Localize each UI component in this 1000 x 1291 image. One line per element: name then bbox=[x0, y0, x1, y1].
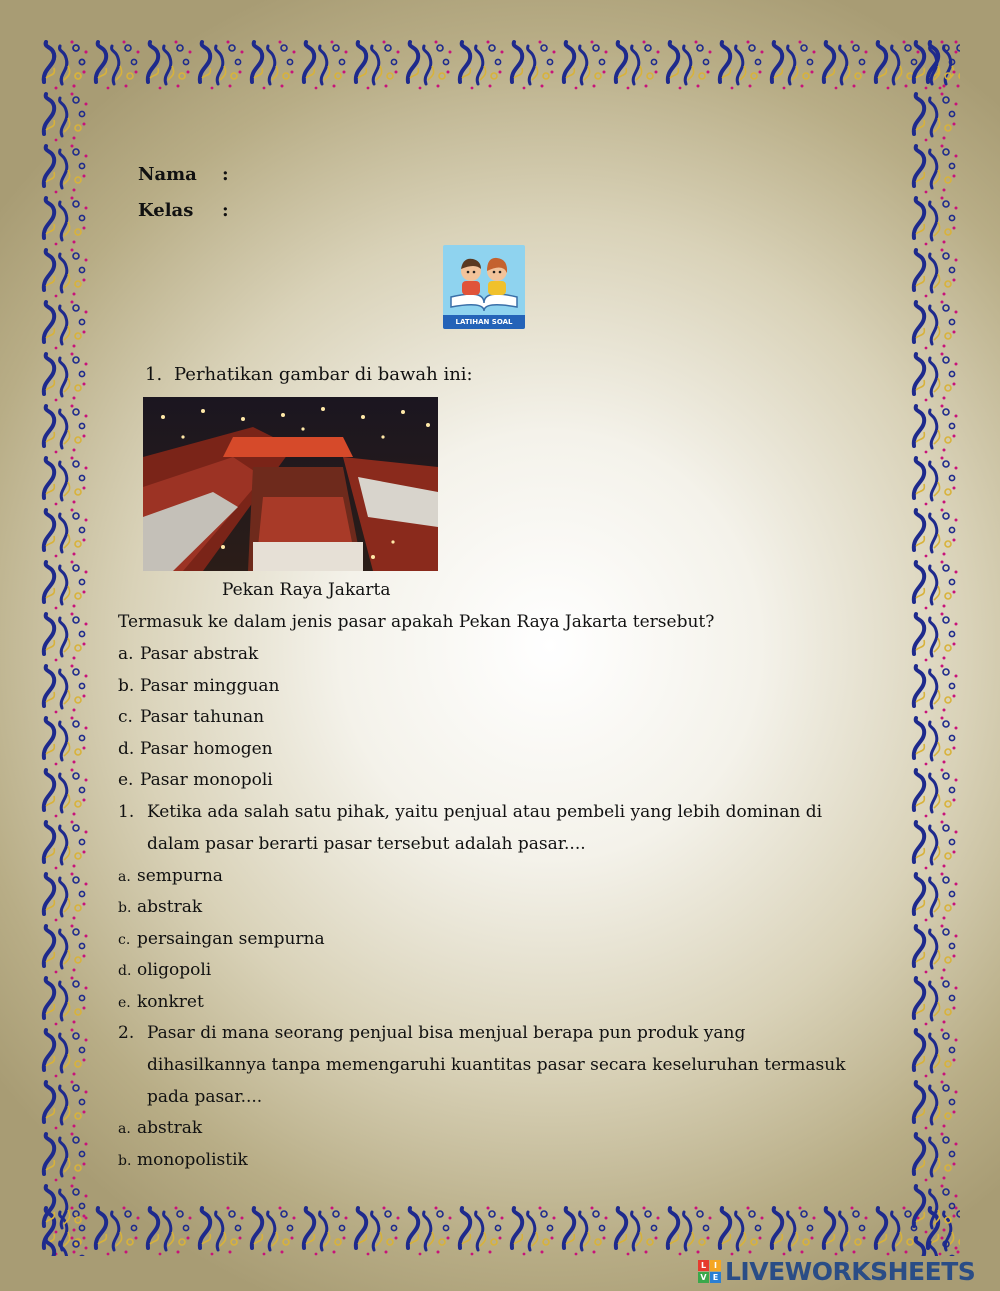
q1-option-e[interactable]: e. Pasar monopoli bbox=[118, 770, 273, 790]
liveworksheets-mark-icon: L I V E bbox=[698, 1260, 721, 1283]
kids-reading-icon bbox=[443, 245, 525, 315]
name-colon: : bbox=[222, 164, 229, 185]
q1-option-b[interactable]: b. Pasar mingguan bbox=[118, 676, 280, 696]
class-label: Kelas bbox=[138, 200, 194, 221]
q3-line-1: 2. Pasar di mana seorang penjual bisa menjual berapa pun produk yang bbox=[118, 1023, 746, 1043]
q3-option-a[interactable]: a. abstrak bbox=[118, 1118, 203, 1138]
liveworksheets-logo[interactable] bbox=[698, 1257, 975, 1285]
q2-option-c[interactable]: c. persaingan sempurna bbox=[118, 929, 325, 949]
q1-prompt-text: Perhatikan gambar di bawah ini: bbox=[174, 364, 473, 385]
q2-line-2: dalam pasar berarti pasar tersebut adalah pasar.... bbox=[147, 834, 586, 854]
name-field-row bbox=[138, 164, 229, 185]
photo-caption: Pekan Raya Jakarta bbox=[222, 580, 391, 600]
q2-option-e[interactable]: e. konkret bbox=[118, 992, 204, 1012]
q2-line-1: 1. Ketika ada salah satu pihak, yaitu penjual atau pembeli yang lebih dominan di bbox=[118, 802, 823, 822]
q2-option-d[interactable]: d. oligopoli bbox=[118, 960, 212, 980]
q3-option-b[interactable]: b. monopolistik bbox=[118, 1150, 248, 1170]
class-field-row bbox=[138, 200, 229, 221]
q3-line-2: dihasilkannya tanpa memengaruhi kuantitas pasar secara keseluruhan termasuk bbox=[147, 1055, 846, 1075]
q3-number: 2. bbox=[118, 1023, 135, 1043]
q2-option-a[interactable]: a. sempurna bbox=[118, 866, 223, 886]
badge-caption: LATIHAN SOAL bbox=[443, 315, 525, 329]
class-colon: : bbox=[222, 200, 229, 221]
q1-option-a[interactable]: a. Pasar abstrak bbox=[118, 644, 259, 664]
q1-question: Termasuk ke dalam jenis pasar apakah Pekan Raya Jakarta tersebut? bbox=[118, 612, 715, 632]
q2-number: 1. bbox=[118, 802, 135, 822]
q1-option-c[interactable]: c. Pasar tahunan bbox=[118, 707, 265, 727]
q1-option-d[interactable]: d. Pasar homogen bbox=[118, 739, 273, 759]
name-label: Nama bbox=[138, 164, 197, 185]
liveworksheets-brand: LIVEWORKSHEETS bbox=[725, 1256, 976, 1286]
q1-number: 1. bbox=[145, 364, 163, 385]
latihan-soal-badge bbox=[443, 245, 525, 329]
q2-option-b[interactable]: b. abstrak bbox=[118, 897, 203, 917]
q1-prompt bbox=[145, 364, 473, 385]
q3-line-3: pada pasar.... bbox=[147, 1087, 263, 1107]
pekan-raya-jakarta-photo bbox=[143, 397, 438, 571]
